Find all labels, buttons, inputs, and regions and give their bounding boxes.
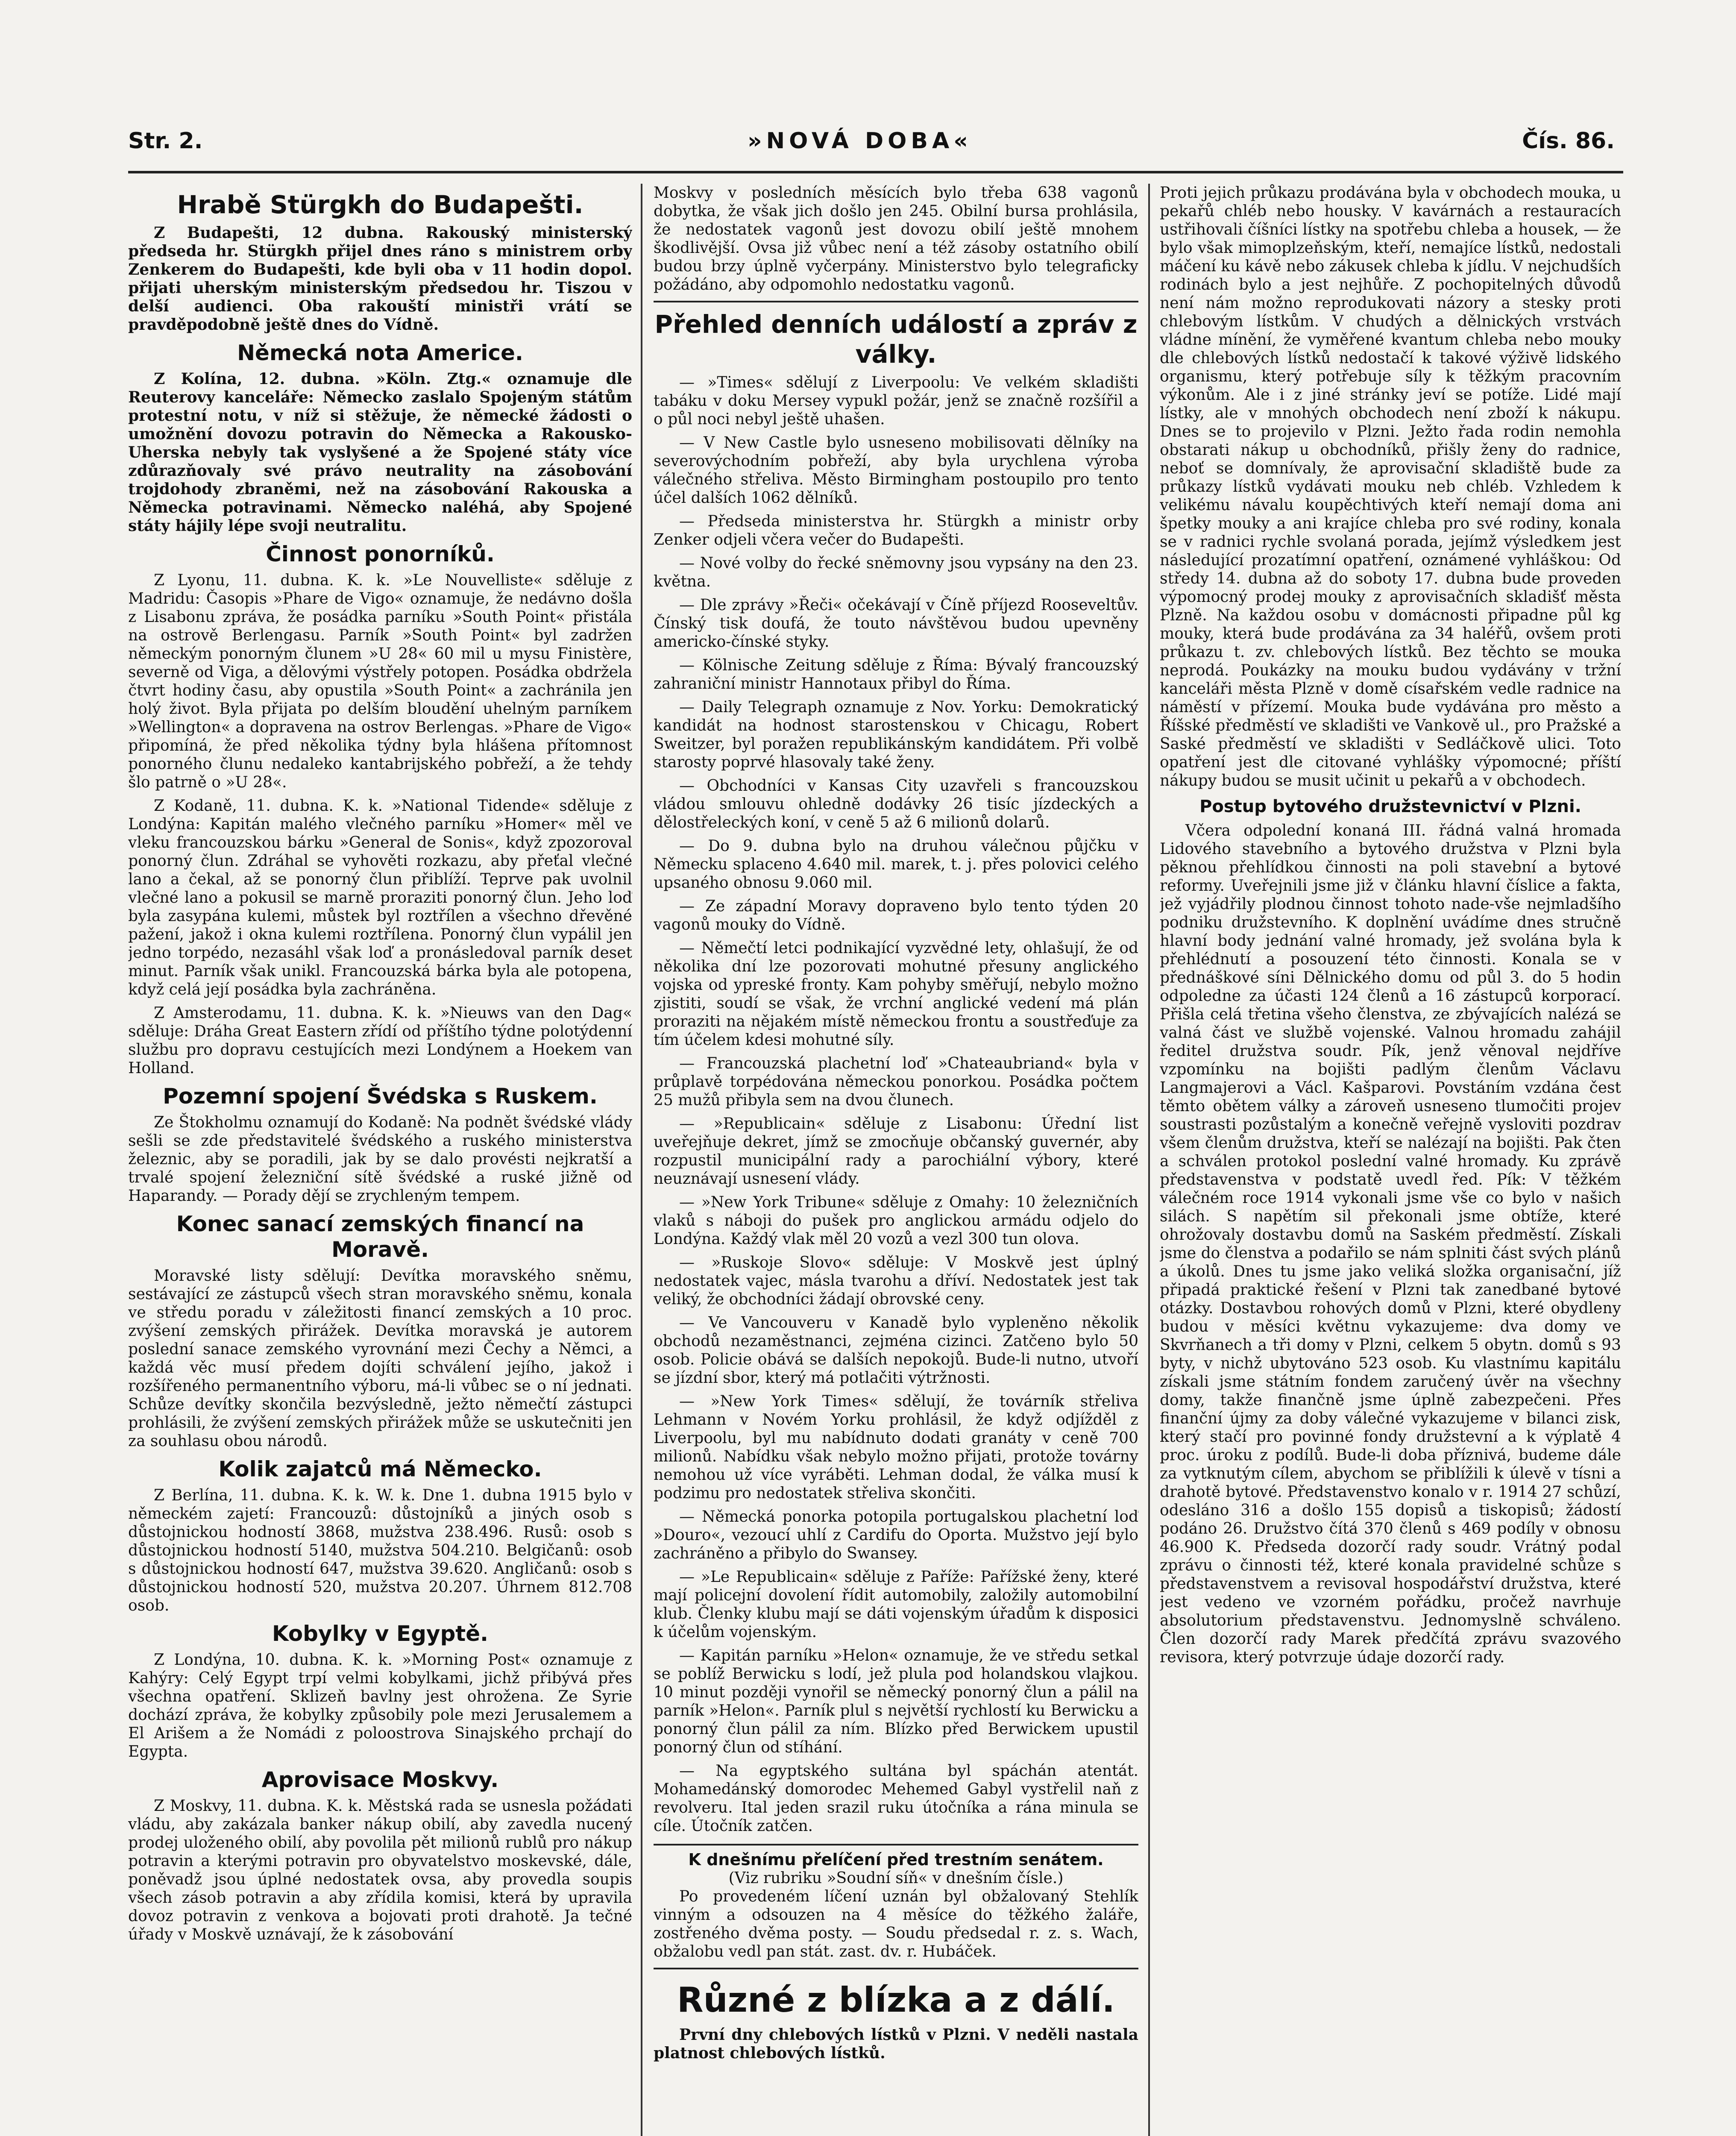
column-divider-1	[641, 184, 642, 2136]
section-rule	[654, 301, 1138, 302]
article-text: První dny chlebových lístků v Plzni. V neděli nastala platnost chlebových lístků.	[654, 2026, 1138, 2062]
news-item: — »Le Republicain« sděluje z Paříže: Pařížské ženy, které mají policejní dovolení řídit automobily, založily automobilní klub. Členky klubu mají se dáti vojenským úřadům k disposici k účelům vojenským.	[654, 1568, 1138, 1641]
news-item: — Nové volby do řecké sněmovny jsou vypsány na den 23. května.	[654, 555, 1138, 590]
section-rule	[654, 1968, 1138, 1969]
header-rule	[128, 171, 1623, 173]
article-text: Moskvy v posledních měsících bylo třeba 638 vagonů dobytka, že však jich došlo jen 245. Obilní bursa prohlásila, že nedostatek vagonů jest dovozu obilí ještě mnohem škodlivější. Ovsa již vůbec není a též zásoby ostatního obilí budou brzy úplně vyčerpány. Ministerstvo bylo telegraficky požádáno, aby odpomohlo nedostatku vagonů.	[654, 184, 1138, 293]
article-text: Z Kodaně, 11. dubna. K. k. »National Tidende« sděluje z Londýna: Kapitán malého vlečného parníku »Homer« měl ve vleku francouzskou bárku »General de Sonis«, když zpozoroval ponorný člun. Zdráhal se vyhověti rozkazu, aby přeťal vlečné lano a čekal, až se ponorný člun přiblíží. Teprve pak uvolnil vlečné lano a pokusil se marně proraziti ponorný člun. Jeho loď byla zasypána kulemi, můstek byl roztřílen a všechno dřevěné pažení, jakož i okna kulemi roztřílena. Ponorný člun vypálil jen jedno torpédo, nezasáhl však loď a pronásledoval parník deset minut. Parník však unikl. Francouzská bárka byla ale potopena, když celá její posádka byla zachráněna.	[128, 797, 632, 998]
headline-prehled: Přehled denních událostí a zpráv z války.	[654, 310, 1138, 369]
court-notice-subtitle: (Viz rubriku »Soudní síň« v dnešním čísle.)	[728, 1869, 1064, 1887]
article-text: Moravské listy sdělují: Devítka moravského sněmu, sestávající ze zástupců všech stran moravského sněmu, konala ve středu poradu v záležitosti financí zemských a 10 proc. zvýšení zemských přirážek. Devítka moravská je autorem poslední sanace zemského vyrovnání mezi Čechy a Němci, a každá věc musí předem dojíti schválení jejího, jakož i rozšířeného permanentního výboru, má-li vůbec se o ní jednati. Schůze devítky skončila bezvýsledně, ježto němečtí zástupci prohlásili, že zvýšení zemských přirážek může se uskutečniti jen za souhlasu obou národů.	[128, 1267, 632, 1450]
headline-sanace: Konec sanací zemských financí na Moravě.	[176, 1212, 584, 1262]
news-item: — »Ruskoje Slovo« sděluje: V Moskvě jest úplný nedostatek vajec, másla tvarohu a dříví. Nedostatek jest tak veliký, že obchodníci žádají obrovské ceny.	[654, 1254, 1138, 1308]
article-text: Proti jejich průkazu prodávána byla v obchodech mouka, u pekařů chléb nebo housky. V kavárnách a restauracích ustřihovali číšníci lístky na spotřebu chleba a housek, — že bylo však mimoplzeňským, kteří, nemajíce lístků, nedostali máčení ku kávě nebo zákusek chleba k jídlu. V nejchudších rodinách bylo a jest nejhůře. Z pochopitelných důvodů není nám možno reprodukovati názory a stesky proti chlebovým lístkům. V chudých a dělnických vrstvách vládne mínění, že vyměřené kvantum chleba nebo mouky dle chlebových lístků nedostačí k takové výživě lidského organismu, který potřebuje síly k těžkým pracovním výkonům. Ale i z jiné stránky jeví se potíže. Lidé mají lístky, ale v mnohých obchodech není zboží k nákupu. Dnes se to projevilo v Plzni. Ježto řada rodin nemohla obstarati nákup u obchodníků, přišly ženy do radnice, neboť se domnívaly, že aprovisační skladiště bude za průkazy lístků vydávati mouku neb chléb. Vzhledem k velikému návalu koupěchtivých kteří nemají doma ani špetky mouky a ani krajíce chleba pro své rodiny, konala se v radnici rychle svolaná porada, jejímž výsledkem jest následující prozatímní opatření, oznámené vyhláškou: Od středy 14. dubna až do soboty 17. dubna bude proveden výpomocný prodej mouky z aprovisačních skladišť města Plzně. Na každou osobu v domácnosti připadne půl kg mouky, která bude prodávána za 34 haléřů, ovšem proti průkazu t. zv. chlebových lístků. Bez těchto se mouka neprodá. Poukázky na mouku budou vydávány v tržní kanceláři města Plzně v domě císařském vedle radnice na náměstí v přízemí. Mouka bude vydávána pro město a Říšské předměstí ve skladišti ve Vankově ul., pro Pražské a Saské předměstí ve skladišti v Sedláčkově ulici. Toto opatření jest dle citované vyhlášky výpomocné; příští nákupy budou se musit učinit u pekařů a v obchodech.	[1160, 184, 1621, 789]
court-notice-title: K dnešnímu přelíčení před trestním senátem.	[654, 1844, 1138, 1869]
page-number: Str. 2.	[128, 128, 203, 154]
article-text: Z Budapešti, 12 dubna. Rakouský ministerský předseda hr. Stürgkh přijel dnes ráno s ministrem orby Zenkerem do Budapešti, kde byli oba v 11 hodin dopol. přijati uherským ministerským předsedou hr. Tiszou v delší audienci. Oba rakouští ministři vrátí se pravděpodobně ještě dnes do Vídně.	[128, 224, 632, 334]
news-item: — Francouzská plachetní loď »Chateaubriand« byla v průplavě torpédována německou ponorkou. Posádka počtem 25 mužů přibyla sem na dvou člunech.	[654, 1055, 1138, 1109]
news-item: — Ze západní Moravy dopraveno bylo tento týden 20 vagonů mouky do Vídně.	[654, 898, 1138, 933]
issue-number: Čís. 86.	[1522, 128, 1615, 154]
news-item: — »Times« sdělují z Liverpoolu: Ve velkém skladišti tabáku v doku Mersey vypukl požár, jenž se značně rozšířil a o půl noci nebyl ještě uhašen.	[654, 374, 1138, 428]
headline-kobylky: Kobylky v Egyptě.	[272, 1621, 489, 1646]
page-header	[128, 128, 1615, 162]
news-item: — Dle zprávy »Řeči« očekávají v Číně příjezd Rooseveltův. Čínský tisk doufá, že touto návštěvou budou upevněny americko-čínské styky.	[654, 596, 1138, 651]
news-item: — V New Castle bylo usneseno mobilisovati dělníky na severovýchodním pobřeží, aby byla urychlena výroba válečného střeliva. Město Birmingham postoupilo pro tento účel dalších 1062 dělníků.	[654, 434, 1138, 507]
article-text: Z Lyonu, 11. dubna. K. k. »Le Nouvelliste« sděluje z Madridu: Časopis »Phare de Vigo« oznamuje, že nedávno došla z Lisabonu zpráva, že posádka parníku »South Point« přistála na ostrově Berlengasu. Parník »South Point« byl zadržen německým ponorným člunem »U 28« 60 mil u mysu Finistère, severně od Viga, a dělovými výstřely potopen. Posádka obdržela čtvrt hodiny času, aby opustila »South Point« a zachránila jen holý život. Byla přijata po delším bloudění uhelným parníkem »Wellington« a dopravena na ostrov Berlengas. »Phare de Vigo« připomíná, že před několika týdny byla hlášena přítomnost ponorného člunu nedaleko kantabrijského pobřeží, a že tehdy šlo patrně o »U 28«.	[128, 572, 632, 791]
news-item: — »New York Times« sdělují, že továrník střeliva Lehmann v Novém Yorku prohlásil, že když odjížděl z Liverpoolu, byl mu nabídnuto dodati granáty v ceně 700 milionů. Nabídku však nebylo možno přijati, protože továrny nemohou už více vyráběti. Lehman dodal, že válka musí k podzimu pro nedostatek střeliva skončiti.	[654, 1393, 1138, 1502]
newspaper-title: »NOVÁ DOBA«	[748, 128, 972, 154]
news-item: — Kölnische Zeitung sděluje z Říma: Bývalý francouzský zahraniční ministr Hannotaux přibyl do Říma.	[654, 657, 1138, 692]
news-item: — Kapitán parníku »Helon« oznamuje, že ve středu setkal se poblíž Berwicku s lodí, jež plula pod holandskou vlajkou. 10 minut později vynořil se německý ponorný člun a pálil na parník »Helon«. Parník plul s největší rychlostí ku Berwicku a ponorný člun pálil za ním. Blízko před Berwickem upustil ponorný člun od stíhání.	[654, 1647, 1138, 1756]
news-item: — Obchodníci v Kansas City uzavřeli s francouzskou vládou smlouvu ohledně dodávky 26 tisíc jízdeckých a dělostřeleckých koní, v ceně 5 až 6 milionů dolarů.	[654, 777, 1138, 831]
headline-nota: Německá nota Americe.	[237, 340, 523, 365]
headline-ruzne: Různé z blízka a z dálí.	[677, 1980, 1115, 2020]
article-text: Po provedeném líčení uznán byl obžalovaný Stehlík vinným a odsouzen na 4 měsíce do těžkého žaláře, zostřeného dvěma posty. — Soudu předsedal r. z. s. Wach, obžalobu vedl pan stát. zast. dv. r. Hubáček.	[654, 1888, 1138, 1960]
article-text: Z Moskvy, 11. dubna. K. k. Městská rada se usnesla požádati vládu, aby zakázala banker nákup obilí, aby zavedla nucený prodej uloženého obilí, aby povolila pět milionů rublů pro nákup potravin a kterými potravin pro obyvatelstvo moskevské, dále, poněvadž jsou úplné nedostatek ovsa, aby provedla soupis všech zásob potravin a aby zřídila komisi, která by upravila dovoz potravin z venkova a bojovati proti drahotě. Ja tečné úřady v Moskvě uznávají, že k zásobování	[128, 1797, 632, 1943]
column-2	[654, 184, 1138, 2136]
news-item: — Na egyptského sultána byl spáchán atentát. Mohamedánský domorodec Mehemed Gabyl vystřelil naň z revolveru. Ital jeden srazil ruku útočníka a rána minula se cíle. Útočník zatčen.	[654, 1762, 1138, 1835]
column-3	[1160, 184, 1621, 2136]
news-item: — Němečtí letci podnikající vyzvědné lety, ohlašují, že od několika dní lze pozorovati mohutné přesuny anglického vojska od ypreské fronty. Kam pohyby směřují, nebylo možno zjistiti, soudí se však, že vrchní anglické vedení má plán proraziti na nějakém místě německou frontu a soustřeďuje za tím účelem kdesi mohutné síly.	[654, 939, 1138, 1049]
article-text: Z Berlína, 11. dubna. K. k. W. k. Dne 1. dubna 1915 bylo v německém zajetí: Francouzů: důstojníků a jiných osob s důstojnickou hodností 3868, mužstva 238.496. Rusů: osob s důstojnickou hodností 5140, mužstva 504.210. Belgičanů: osob s důstojnickou hodností 647, mužstva 39.620. Angličanů: osob s důstojnickou hodností 520, mužstva 20.207. Úhrnem 812.708 osob.	[128, 1487, 632, 1614]
headline-druzstevnictvi: Postup bytového družstevnictví v Plzni.	[1199, 797, 1581, 816]
article-text: Z Londýna, 10. dubna. K. k. »Morning Post« oznamuje z Kahýry: Celý Egypt trpí velmi kobylkami, jichž přibývá přes všechna opatření. Sklizeň bavlny jest ohrožena. Ze Syrie dochází zpráva, že kobylky způsobily pole mezi Jerusalemem a El Arišem a že Nomádi z poloostrova Sinajského prchají do Egypta.	[128, 1651, 632, 1760]
article-text: Ze Štokholmu oznamují do Kodaně: Na podnět švédské vlády sešli se zde představitelé švédského a ruského ministerstva železnic, aby se poradili, jak by se dalo provésti nejkratší a trvalé spojení železniční sítě švédské a ruské jižně od Haparandy. — Porady dějí se zrychleným tempem.	[128, 1114, 632, 1205]
news-item: — »New York Tribune« sděluje z Omahy: 10 železničních vlaků s náboji do pušek pro anglickou armádu odjelo do Londýna. Každý vlak měl 20 vozů a vezl 300 tun olova.	[654, 1194, 1138, 1248]
article-text: Z Kolína, 12. dubna. »Köln. Ztg.« oznamuje dle Reuterovy kanceláře: Německo zaslalo Spojeným státům protestní notu, v níž si stěžuje, že německé žádosti o umožnění dovozu potravin do Německa a Rakousko-Uherska nebyly tak vyslyšené a že Spojené státy více zdůrazňovaly své právo neutrality na zásobování trojdohody zbraněmi, než na zásobování Rakouska a Německa potravinami. Německo naléhá, aby Spojené státy hájily lépe svoji neutralitu.	[128, 370, 632, 535]
news-item: — Daily Telegraph oznamuje z Nov. Yorku: Demokratický kandidát na hodnost starostenskou v Chicagu, Robert Sweitzer, byl poražen republikánským kandidátem. Při volbě starosty poprvé hlasovaly také ženy.	[654, 698, 1138, 771]
column-divider-2	[1148, 184, 1150, 2136]
column-1	[128, 184, 632, 2136]
news-item: — Do 9. dubna bylo na druhou válečnou půjčku v Německu splaceno 4.640 mil. marek, t. j. přes polovici celého upsaného obnosu 9.060 mil.	[654, 837, 1138, 892]
headline-aprovisace: Aprovisace Moskvy.	[261, 1767, 499, 1792]
news-item: — Ve Vancouveru v Kanadě bylo vypleněno několik obchodů nezaměstnanci, zejména cizinci. Zatčeno bylo 50 osob. Policie obává se dalších nepokojů. Bude-li nutno, utvoří se jízdní sbor, který má potlačiti výtržnosti.	[654, 1314, 1138, 1387]
news-item: — Předseda ministerstva hr. Stürgkh a ministr orby Zenker odjeli včera večer do Budapešti.	[654, 513, 1138, 549]
news-item: — Německá ponorka potopila portugalskou plachetní loď »Douro«, vezoucí uhlí z Cardifu do Oporta. Mužstvo její bylo zachráněno a přibylo do Swansey.	[654, 1508, 1138, 1562]
headline-ponorniku: Činnost ponorníků.	[266, 542, 495, 566]
news-item: — »Republicain« sděluje z Lisabonu: Úřední list uveřejňuje dekret, jímž se zmocňuje občanský guvernér, aby rozpustil municipální rady a parochiální výbory, které neuznávají usnesení vlády.	[654, 1115, 1138, 1188]
article-text: Včera odpolední konaná III. řádná valná hromada Lidového stavebního a bytového družstva v Plzni byla pěknou přehlídkou činnosti na poli stavební a bytové reformy. Uveřejnili jsme již v článku hlavní číslice a fakta, jež vyjádřily plodnou činnost tohoto nade-vše nejmladšího podniku družstevního. K doplnění uvádíme dnes stručně hlavní body jednání valné hromady, jež svolána byla k přehlédnutí a posouzení této činnosti. Konala se v přednáškové síni Dělnického domu od půl 3. do 5 hodin odpoledne za účasti 124 členů a 16 zástupců korporací. Přišla celá třetina všeho členstva, ze zbývajících nalézá se valná část ve službě vojenské. Valnou hromadu zahájil ředitel družstva soudr. Pík, jenž věnoval nejdříve vzpomínku na bojišti padlým členům Václavu Langmajerovi a Václ. Kašparovi. Povstáním vzdána čest těmto obětem války a zároveň usneseno tlumočiti projev soustrasti pozůstalým a konečně veřejně vysloviti pozdrav všem členům družstva, kteří se nalézají na bojišti. Pak čten a schválen protokol poslední valné hromady. Ku zprávě představenstva v podstatě uvedl řed. Pík: V těžkém válečném roce 1914 vykonali jsme vše co bylo v našich silách. S napětím sil překonali jsme obtíže, které ohrožovaly dostavbu domů na Saském předměstí. Získali jsme do členstva a podařilo se nám splniti část svých plánů a úkolů. Dnes tu jsme jako veliká složka organisační, jíž připadá praktické řešení v Plzni tak zanedbané bytové otázky. Dostavbou rohových domů v Plzni, které obydleny budou v měsíci květnu vykazujeme: dva domy ve Skvrňanech a tři domy v Plzni, celkem 5 obytn. domů s 93 byty, v nichž ubytováno 523 osob. Ku vlastnímu kapitálu získali jsme státním fondem zaručený úvěr na všechny domy, takže finančně jsme úplně zabezpečeni. Přes finanční újmy za doby válečné vykazujeme v bilanci zisk, který stačí pro povinné fondy družstevní a k výplatě 4 proc. úroku z podílů. Bude-li doba příznivá, budeme dále za vytknutým cílem, abychom se přiblížili k úlevě v tísni a drahotě bytové. Představenstvo konalo v r. 1914 27 schůzí, odesláno 316 a došlo 155 dopisů a tiskopisů; žádostí podáno 26. Družstvo čítá 370 členů s 469 podíly v obnosu 46.900 K. Předseda dozorčí rady soudr. Vrátný podal zprávu o činnosti též, které konala pravidelné schůze s představenstvem a revisoval hospodářství družstva, které jest vedeno ve vzorném pořádku, pročež navrhuje absolutorium představenstvu. Jednomyslně schváleno. Člen dozorčí rady Marek předčítá zprávu svazového revisora, který potvrzuje údaje dozorčí rady.	[1160, 822, 1621, 1666]
headline-spojeni: Pozemní spojení Švédska s Ruskem.	[163, 1084, 598, 1109]
headline-sturgkh: Hrabě Stürgkh do Budapešti.	[177, 190, 584, 219]
headline-zajatcu: Kolik zajatců má Německo.	[218, 1457, 542, 1482]
article-text: Z Amsterodamu, 11. dubna. K. k. »Nieuws van den Dag« sděluje: Dráha Great Eastern zřídí od příštího týdne polotýdenní službu pro dopravu cestujících mezi Londýnem a Hoekem van Holland.	[128, 1004, 632, 1077]
